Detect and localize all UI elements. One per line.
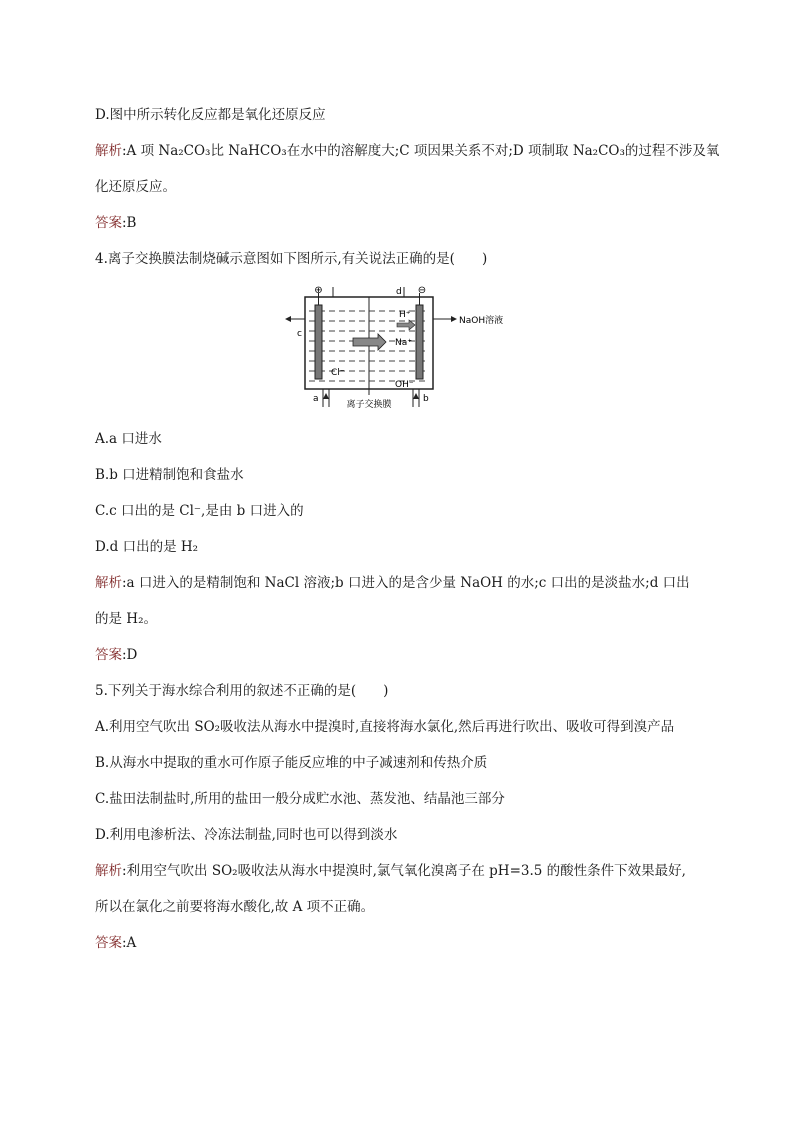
electrolysis-cell-diagram — [283, 283, 513, 413]
answer-label: 答案 — [95, 647, 122, 663]
q5-option-c: C.盐田法制盐时,所用的盐田一般分成贮水池、蒸发池、结晶池三部分 — [95, 791, 505, 807]
analysis-text: :A 项 Na₂CO₃比 NaHCO₃在水中的溶解度大;C 项因果关系不对;D 项制取 Na₂CO₃的过程不涉及氧 — [122, 143, 720, 159]
q5-question: 5.下列关于海水综合利用的叙述不正确的是( ) — [95, 683, 389, 699]
analysis-label: 解析 — [95, 143, 122, 159]
q5-answer — [95, 934, 136, 952]
plus-icon: ⊕ — [314, 285, 323, 296]
q5-option-b: B.从海水中提取的重水可作原子能反应堆的中子减速剂和传热介质 — [95, 755, 488, 771]
q3-option-d: D.图中所示转化反应都是氧化还原反应 — [95, 107, 326, 123]
cathode-electrode — [416, 305, 423, 379]
label-d: d — [396, 287, 402, 297]
q3-analysis-line-1 — [95, 142, 719, 160]
q4-analysis-line-1 — [95, 574, 690, 592]
answer-label: 答案 — [95, 935, 122, 951]
cl-ion-label: Cl⁻ — [331, 368, 345, 378]
q5-analysis-line-2: 所以在氯化之前要将海水酸化,故 A 项不正确。 — [95, 899, 375, 915]
na-ion-label: Na⁺ — [395, 338, 412, 348]
q4-question: 4.离子交换膜法制烧碱示意图如下图所示,有关说法正确的是( ) — [95, 251, 488, 267]
inlet-b-arrow-icon — [413, 393, 419, 399]
q4-option-c: C.c 口出的是 Cl⁻,是由 b 口进入的 — [95, 503, 304, 519]
inlet-a-arrow-icon — [323, 393, 329, 399]
answer-label: 答案 — [95, 215, 122, 231]
q5-analysis-line-1 — [95, 862, 686, 880]
anode-electrode — [315, 305, 322, 379]
answer-value: :B — [122, 215, 137, 231]
analysis-label: 解析 — [95, 575, 122, 591]
label-b: b — [423, 394, 429, 404]
label-c: c — [297, 329, 302, 339]
analysis-text: :利用空气吹出 SO₂吸收法从海水中提溴时,氯气氧化溴离子在 pH=3.5 的酸性条件下效果最好, — [122, 863, 686, 879]
answer-value: :A — [122, 935, 137, 951]
minus-icon: ⊖ — [417, 285, 427, 296]
h-ion-label: H⁺ — [399, 310, 411, 320]
q3-analysis-line-2: 化还原反应。 — [95, 179, 176, 195]
analysis-text: :a 口进入的是精制饱和 NaCl 溶液;b 口进入的是含少量 NaOH 的水;c 口出的是淡盐水;d 口出 — [122, 575, 690, 591]
membrane-label: 离子交换膜 — [346, 400, 392, 410]
naoh-label: NaOH溶液 — [459, 316, 504, 326]
q4-option-d: D.d 口出的是 H₂ — [95, 539, 199, 555]
naoh-arrow-icon — [451, 316, 457, 322]
q5-option-a: A.利用空气吹出 SO₂吸收法从海水中提溴时,直接将海水氯化,然后再进行吹出、吸收可得到溴产品 — [95, 719, 675, 735]
answer-value: :D — [122, 647, 138, 663]
outlet-c-arrow-icon — [285, 316, 291, 322]
q4-analysis-line-2: 的是 H₂。 — [95, 611, 157, 627]
q4-answer — [95, 646, 137, 664]
q5-option-d: D.利用电渗析法、冷冻法制盐,同时也可以得到淡水 — [95, 827, 398, 843]
q4-option-a: A.a 口进水 — [95, 431, 162, 447]
q4-option-b: B.b 口进精制饱和食盐水 — [95, 467, 244, 483]
oh-ion-label: OH⁻ — [395, 380, 414, 390]
label-a: a — [313, 394, 319, 404]
q3-answer — [95, 214, 136, 232]
analysis-label: 解析 — [95, 863, 122, 879]
